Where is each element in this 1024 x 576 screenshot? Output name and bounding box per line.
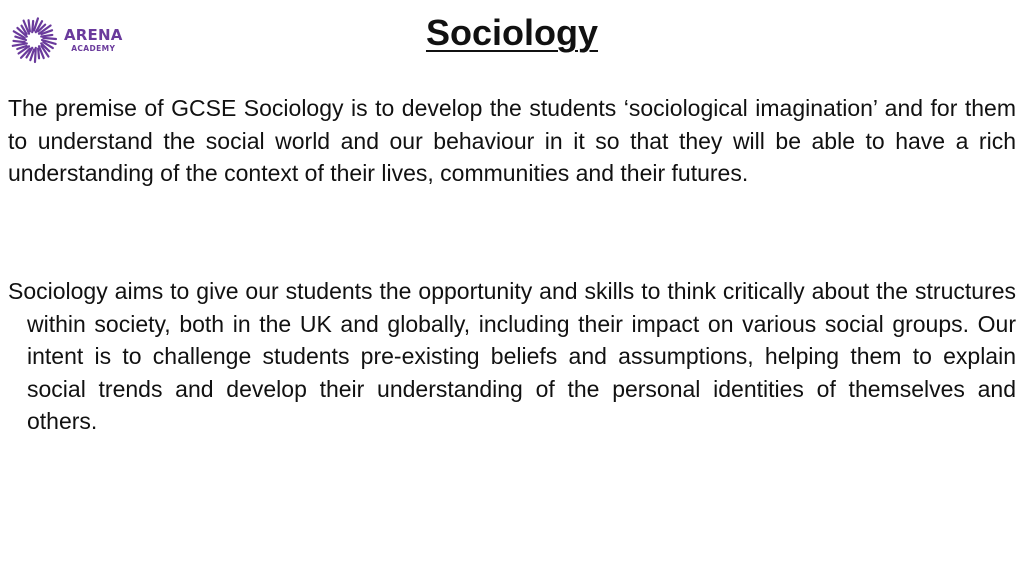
aims-paragraph: Sociology aims to give our students the opportunity and skills to think critically about the structures within society, both in the UK and globally, including their impact on various social groups. Our intent is to challenge students pre-existing beliefs and assumptions, helping them to explain social trends and develop their understanding of the personal identities of themselves and others.	[8, 278, 1016, 434]
intro-paragraph: The premise of GCSE Sociology is to develop the students ‘sociological imagination’ and for them to understand the social world and our behaviour in it so that they will be able to have a rich understanding of the context of their lives, communities and their futures.	[8, 95, 1016, 186]
page-title: Sociology	[425, 12, 599, 53]
logo-subtitle: ACADEMY	[71, 43, 116, 53]
logo-name: ARENA	[64, 25, 123, 44]
